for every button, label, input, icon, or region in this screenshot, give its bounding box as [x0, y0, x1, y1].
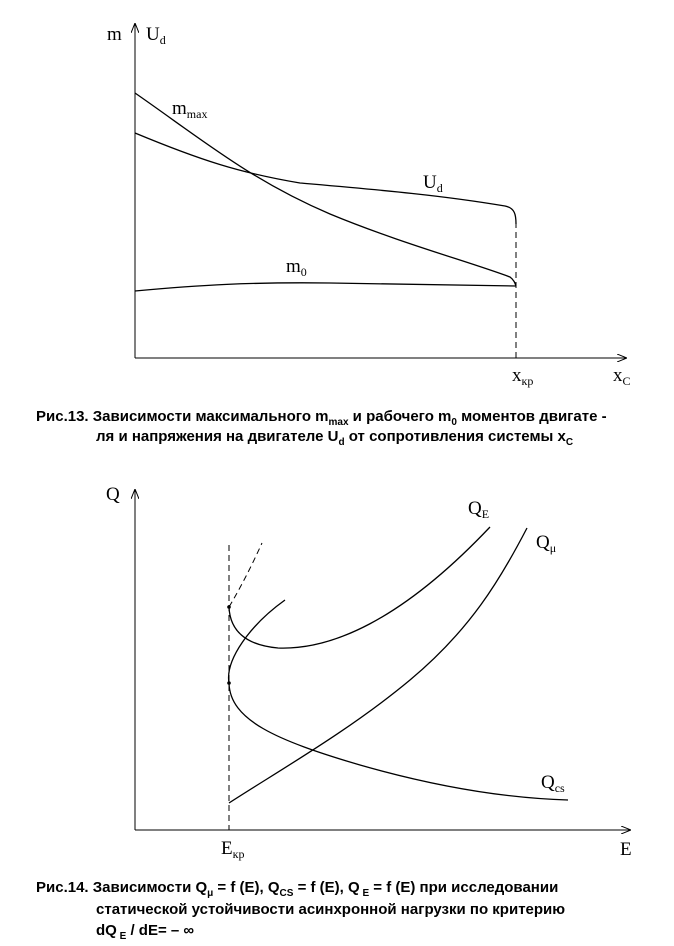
fig13-caption-text1: Зависимости максимального $m_{max}$ и рабочего $m_0$ моментов двигате -: [92, 408, 607, 428]
fig14-curve-qmu: [229, 528, 527, 803]
fig14-axis-label-q: Q: [106, 484, 120, 505]
fig13-label-m0: $m_0$: [286, 256, 307, 279]
fig14-caption-line3: dQ $_E$ / dE= – ∞: [96, 922, 195, 942]
fig13-axis-label-m: m: [107, 24, 122, 45]
fig13-label-ud: $U_d$: [423, 172, 443, 195]
fig13-axis-label-xc: $x_C$: [613, 365, 631, 388]
fig13-axis-label-ud: $U_d$: [146, 24, 166, 47]
fig14-caption-text1: Зависимости $Q_\mu = f$ (E), $Q_{CS} = f$ (E), Q $_E$ = f (E) при исследовании: [92, 879, 559, 899]
fig14-curve-upper-branch: [229, 600, 285, 683]
fig14-point-upper: [227, 605, 231, 609]
fig14-axis-label-e: E: [620, 839, 632, 860]
fig14-tick-ekr: $E_{кр}$: [221, 838, 245, 861]
fig13-tick-xkr: $x_{кр}$: [512, 365, 534, 388]
fig14-curve-qcs: [229, 683, 568, 800]
fig14-curve-qe: [229, 527, 490, 648]
fig14-dashed-continuation: [229, 543, 262, 607]
fig14-point-lower: [227, 681, 231, 685]
fig14-caption-prefix: Рис.14.: [36, 879, 89, 896]
fig13-curve-ud: [135, 133, 516, 224]
fig14-label-qmu: $Q_\mu$: [536, 532, 557, 555]
fig13-curve-mmax: [135, 93, 516, 286]
fig13-label-mmax: $m_{max}$: [172, 98, 208, 121]
fig14-caption-line2: статической устойчивости асинхронной нагрузки по критерию: [96, 901, 566, 918]
figure-14: [106, 484, 632, 861]
fig13-curve-m0: [135, 283, 516, 291]
fig13-caption-prefix: Рис.13.: [36, 408, 89, 425]
fig14-label-qe: $Q_E$: [468, 498, 490, 521]
fig13-caption-line2: ля и напряжения на двигателе $U_d$ от сопротивления системы $x_C$: [96, 428, 574, 448]
figure-13: [107, 24, 631, 388]
fig14-label-qcs: $Q_{cs}$: [541, 772, 565, 795]
